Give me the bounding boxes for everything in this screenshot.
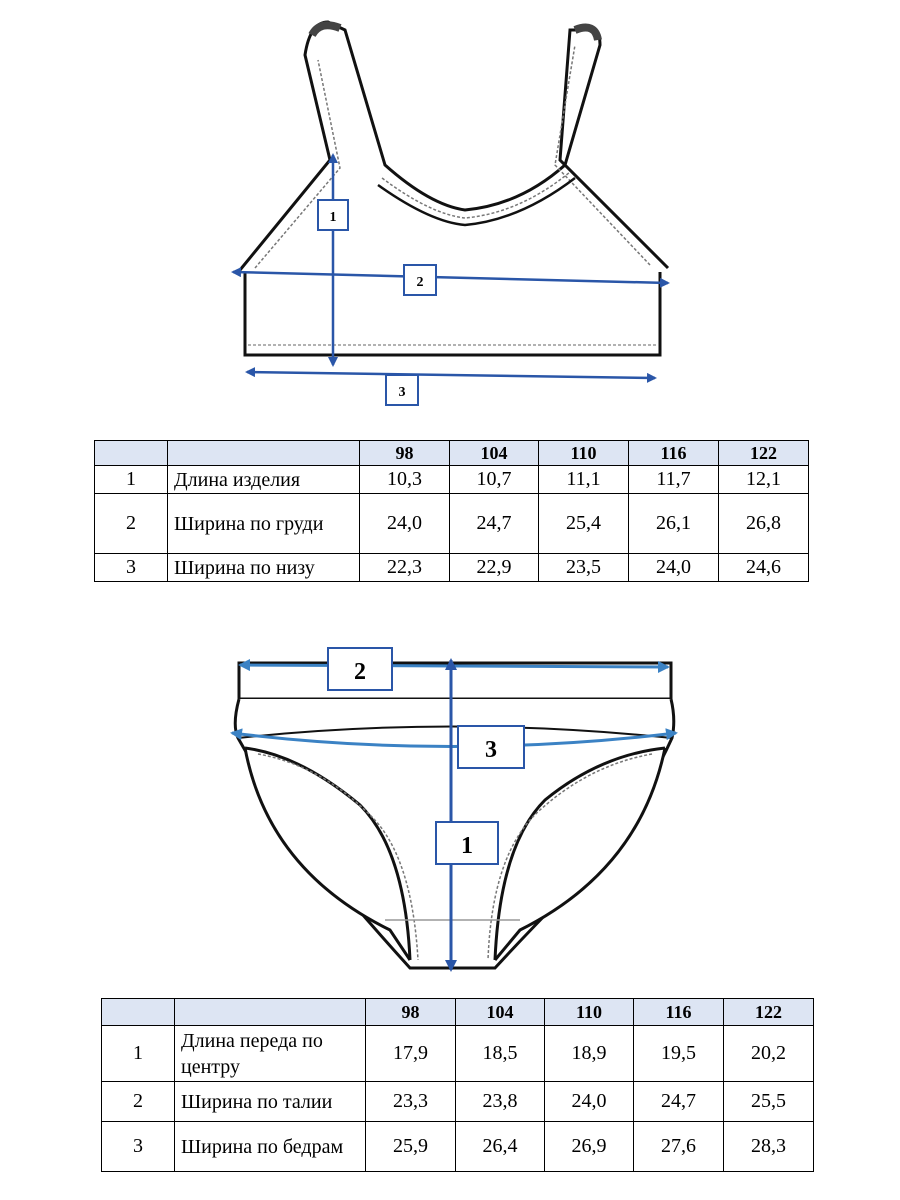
- measurement-name: Ширина по низу: [168, 554, 360, 582]
- value-cell: 25,5: [724, 1082, 814, 1122]
- marker-label: 2: [416, 275, 424, 290]
- value-cell: 27,6: [634, 1122, 724, 1172]
- value-cell: 23,8: [456, 1082, 545, 1122]
- header-cell: [95, 441, 168, 466]
- table-row: [102, 1082, 814, 1122]
- table-header-row: [102, 999, 814, 1026]
- value-cell: 23,5: [539, 554, 629, 582]
- row-number: 1: [102, 1026, 175, 1082]
- table-row: [102, 1026, 814, 1082]
- header-cell: [175, 999, 366, 1026]
- value-cell: 18,5: [456, 1026, 545, 1082]
- marker-label: 3: [398, 385, 406, 400]
- briefs-outline: [235, 663, 674, 968]
- marker-box-1: [436, 822, 498, 864]
- header-cell: 122: [719, 441, 809, 466]
- value-cell: 11,7: [629, 466, 719, 494]
- top-hem-arrow: [247, 372, 655, 378]
- value-cell: 24,7: [634, 1082, 724, 1122]
- value-cell: 24,7: [450, 494, 539, 554]
- row-number: 1: [95, 466, 168, 494]
- value-cell: 25,9: [366, 1122, 456, 1172]
- header-cell: 104: [450, 441, 539, 466]
- bottom-garment-drawing: [0, 630, 900, 980]
- value-cell: 10,3: [360, 466, 450, 494]
- value-cell: 26,4: [456, 1122, 545, 1172]
- value-cell: 24,0: [545, 1082, 634, 1122]
- header-cell: [102, 999, 175, 1026]
- table-header-row: [95, 441, 809, 466]
- header-cell: 110: [539, 441, 629, 466]
- measurement-name: Ширина по бедрам: [175, 1122, 366, 1172]
- table-row: [95, 494, 809, 554]
- value-cell: 22,3: [360, 554, 450, 582]
- marker-label: 2: [354, 659, 366, 685]
- value-cell: 17,9: [366, 1026, 456, 1082]
- value-cell: 18,9: [545, 1026, 634, 1082]
- value-cell: 19,5: [634, 1026, 724, 1082]
- row-number: 3: [102, 1122, 175, 1172]
- table-row: [102, 1122, 814, 1172]
- marker-label: 3: [485, 737, 497, 763]
- table-row: [95, 466, 809, 494]
- marker-label: 1: [461, 833, 473, 859]
- header-cell: 116: [634, 999, 724, 1026]
- header-cell: 98: [366, 999, 456, 1026]
- value-cell: 10,7: [450, 466, 539, 494]
- marker-box-2: [404, 265, 436, 295]
- row-number: 2: [102, 1082, 175, 1122]
- value-cell: 11,1: [539, 466, 629, 494]
- measurement-name: Длина переда по центру: [175, 1026, 366, 1082]
- marker-box-1: [318, 200, 348, 230]
- header-cell: 98: [360, 441, 450, 466]
- value-cell: 23,3: [366, 1082, 456, 1122]
- marker-label: 1: [329, 210, 337, 225]
- value-cell: 20,2: [724, 1026, 814, 1082]
- marker-box-3: [458, 726, 524, 768]
- briefs-waist-arrow: [240, 665, 668, 667]
- value-cell: 25,4: [539, 494, 629, 554]
- value-cell: 24,6: [719, 554, 809, 582]
- value-cell: 26,8: [719, 494, 809, 554]
- header-cell: 116: [629, 441, 719, 466]
- header-cell: [168, 441, 360, 466]
- top-garment-drawing: [0, 0, 900, 420]
- header-cell: 104: [456, 999, 545, 1026]
- value-cell: 26,9: [545, 1122, 634, 1172]
- value-cell: 28,3: [724, 1122, 814, 1172]
- measurement-name: Ширина по груди: [168, 494, 360, 554]
- value-cell: 24,0: [629, 554, 719, 582]
- value-cell: 12,1: [719, 466, 809, 494]
- row-number: 2: [95, 494, 168, 554]
- table-row: [95, 554, 809, 582]
- header-cell: 110: [545, 999, 634, 1026]
- value-cell: 24,0: [360, 494, 450, 554]
- value-cell: 26,1: [629, 494, 719, 554]
- value-cell: 22,9: [450, 554, 539, 582]
- top-size-table: [94, 440, 809, 582]
- header-cell: 122: [724, 999, 814, 1026]
- crop-top-outline: [240, 22, 668, 355]
- marker-box-3: [386, 375, 418, 405]
- measurement-name: Длина изделия: [168, 466, 360, 494]
- measurement-name: Ширина по талии: [175, 1082, 366, 1122]
- row-number: 3: [95, 554, 168, 582]
- marker-box-2: [328, 648, 392, 690]
- bottom-size-table: [101, 998, 814, 1172]
